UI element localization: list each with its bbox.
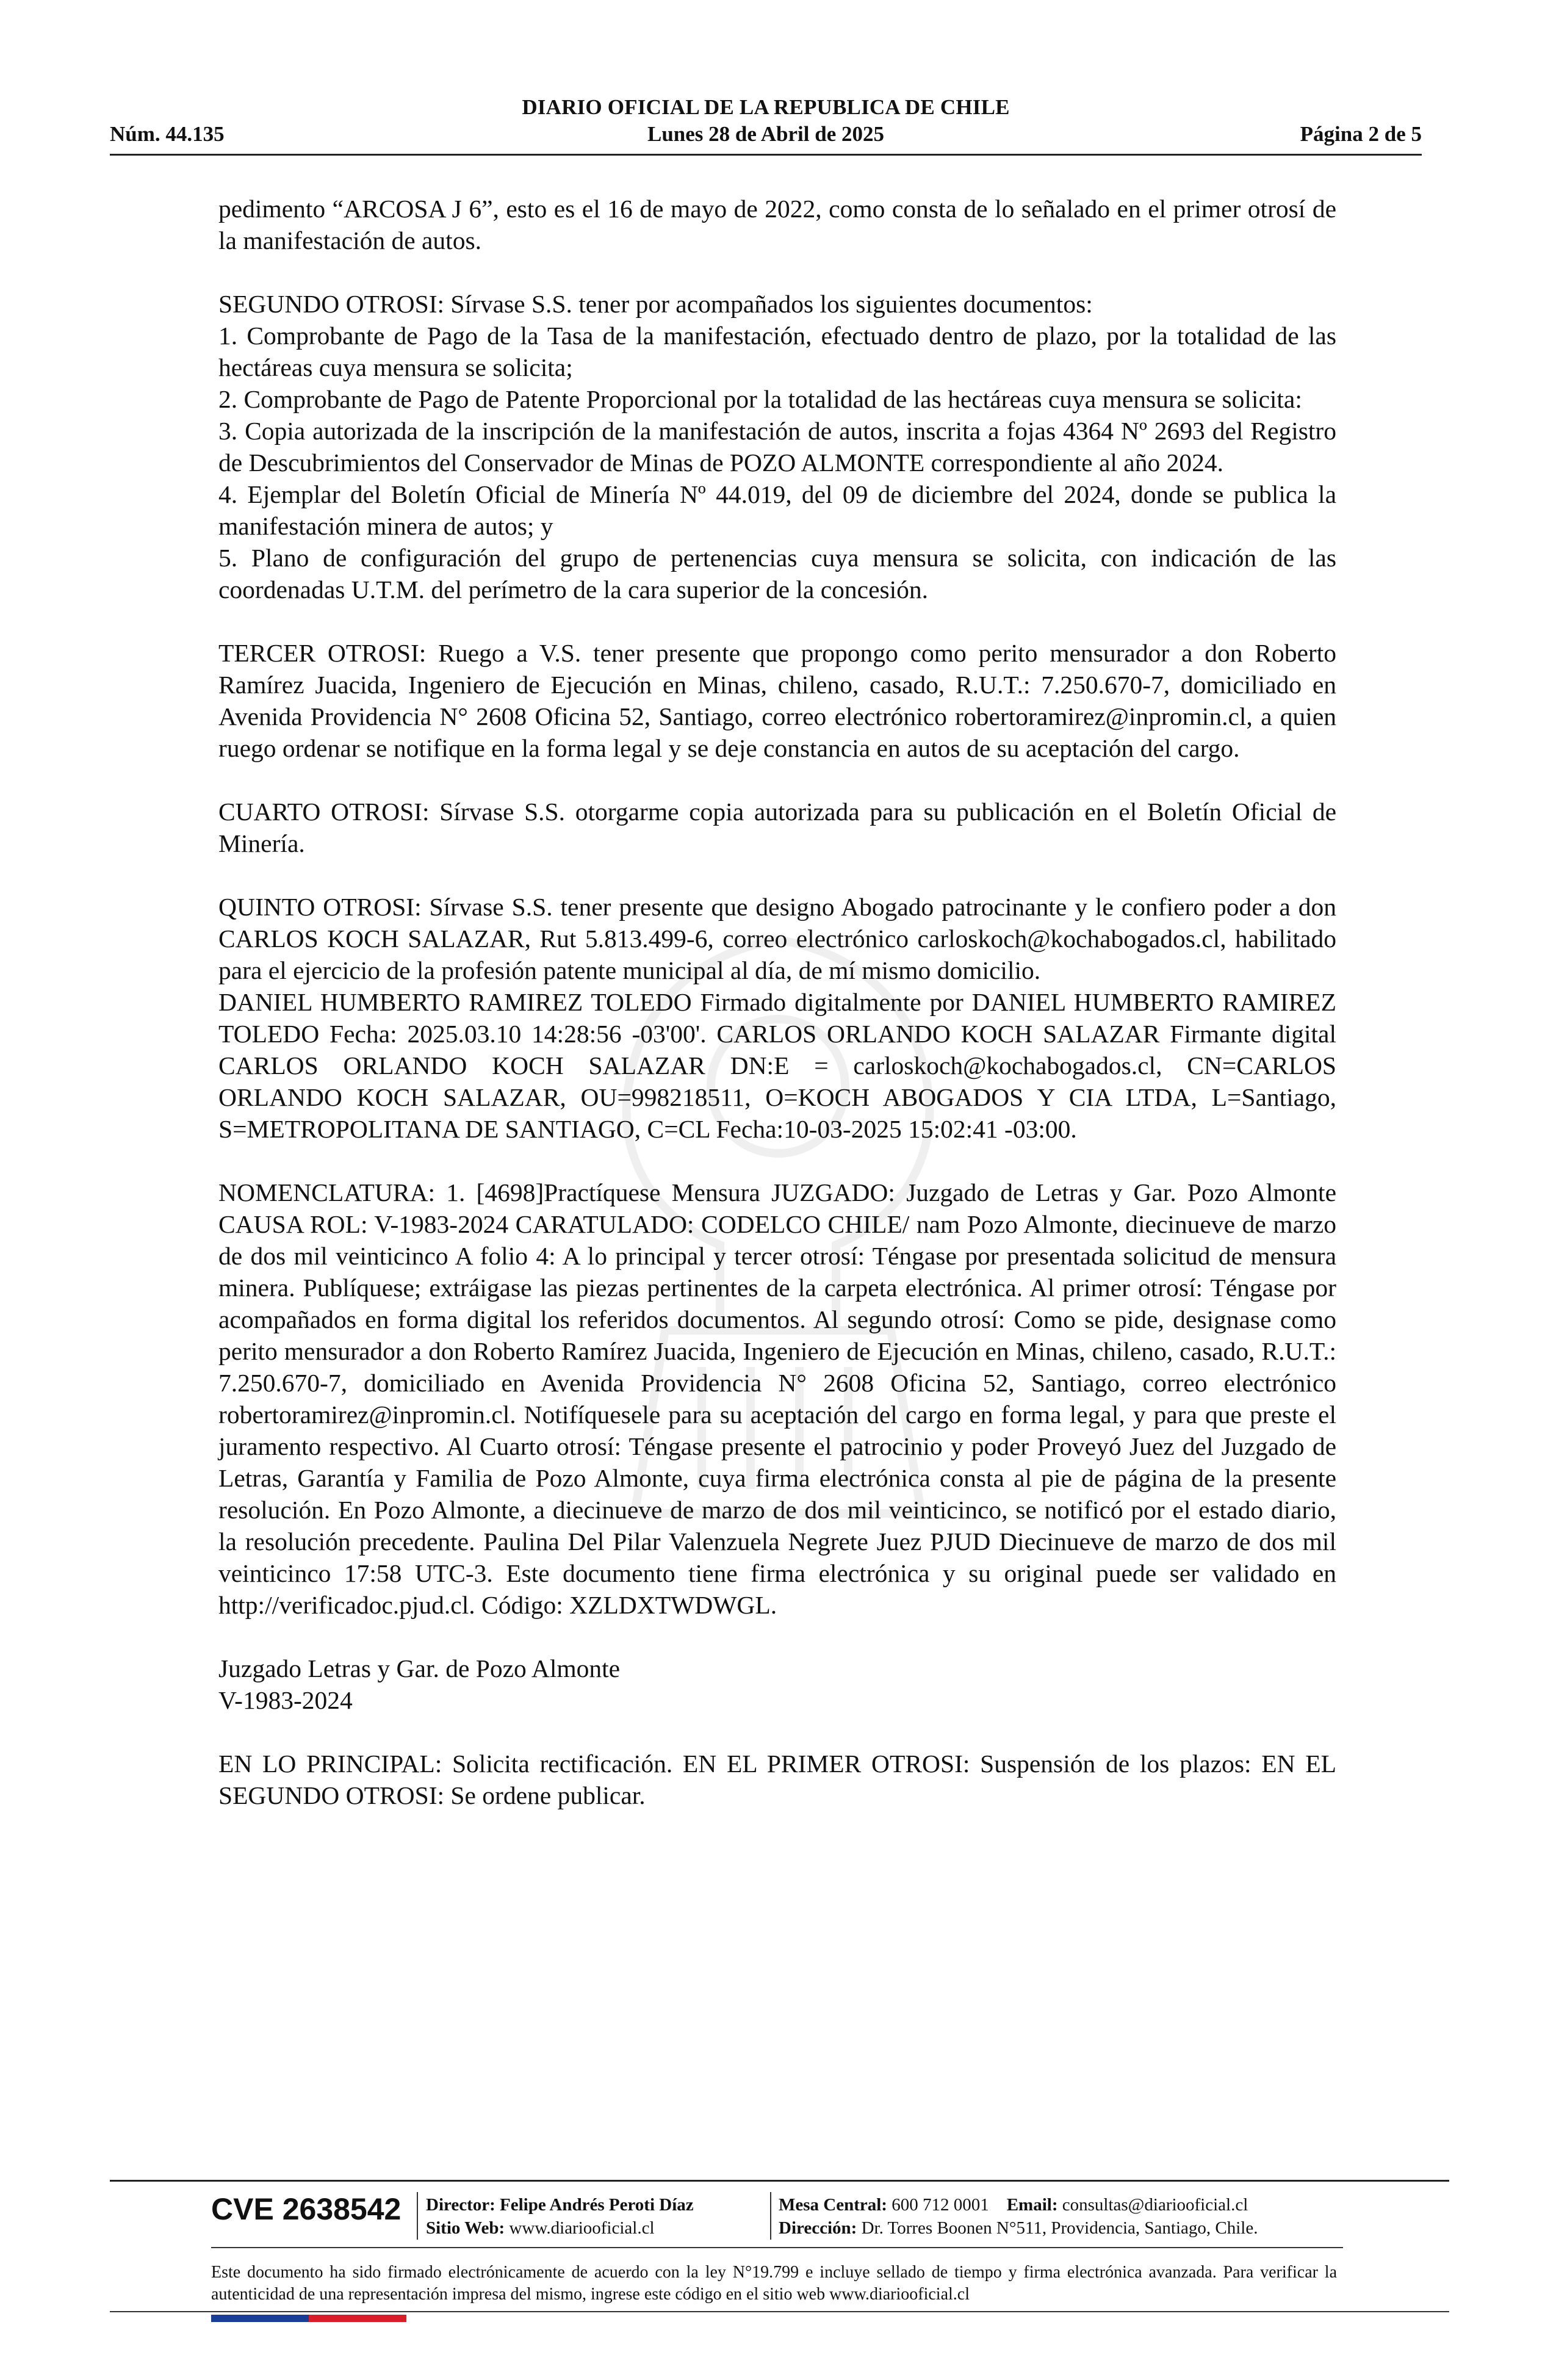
flag-stripe-icon (211, 2315, 406, 2322)
website-value[interactable]: www.diariooficial.cl (509, 2218, 655, 2238)
body-paragraph: 1. Comprobante de Pago de la Tasa de la manifestación, efectuado dentro de plazo, por la totalidad de las hectáreas cuya mensura se solicita; (218, 322, 1336, 381)
email-value[interactable]: consultas@diariooficial.cl (1062, 2195, 1248, 2215)
paragraph-spacer (218, 1716, 1336, 1748)
issue-number: Núm. 44.135 (110, 122, 225, 146)
cve-code: CVE 2638542 (211, 2192, 402, 2226)
footer-divider (110, 2180, 1449, 2182)
body-paragraph: 3. Copia autorizada de la inscripción de la manifestación de autos, inscrita a fojas 4364 Nº 2693 del Registro de Descubrimientos del Conservador de Minas de POZO ALMONTE correspondiente al año 2024. (218, 417, 1336, 477)
footer-divider-2 (211, 2247, 1343, 2248)
page-header (110, 92, 1422, 151)
body-paragraph: EN LO PRINCIPAL: Solicita rectificación. EN EL PRIMER OTROSI: Suspensión de los plazos: EN EL SEGUNDO OTROSI: Se ordene publicar. (218, 1750, 1336, 1809)
paragraph-spacer (218, 859, 1336, 891)
footer-contact-block (779, 2193, 1258, 2240)
publication-title: DIARIO OFICIAL DE LA REPUBLICA DE CHILE (522, 95, 1010, 119)
header-divider (110, 154, 1422, 156)
body-paragraph: CUARTO OTROSI: Sírvase S.S. otorgarme copia autorizada para su publicación en el Boletín Oficial de Minería. (218, 798, 1336, 857)
paragraph-spacer (218, 256, 1336, 288)
body-paragraph: 5. Plano de configuración del grupo de pertenencias cuya mensura se solicita, con indicación de las coordenadas U.T.M. del perímetro de la cara superior de la concesión. (218, 544, 1336, 604)
footer-director-block (426, 2193, 694, 2240)
footer-separator (770, 2192, 771, 2240)
issue-date: Lunes 28 de Abril de 2025 (647, 122, 884, 146)
paragraph-spacer (218, 1145, 1336, 1177)
footer-separator (417, 2192, 418, 2240)
director-value: Felipe Andrés Peroti Díaz (500, 2195, 694, 2215)
legal-note-text: Este documento ha sido firmado electrónicamente de acuerdo con la ley N°19.799 e incluye sellado de tiempo y firma electrónica avanzada. Para verificar la autenticidad de una representación impresa del mismo, ingrese este código en el sitio web www.diariooficial.cl (211, 2263, 1337, 2304)
mesa-value: 600 712 0001 (891, 2195, 989, 2215)
paragraph-spacer (218, 605, 1336, 637)
body-paragraph: QUINTO OTROSI: Sírvase S.S. tener presente que designo Abogado patrocinante y le confiero poder a don CARLOS KOCH SALAZAR, Rut 5.813.499-6, correo electrónico carloskoch@kochabogados.cl, habilitado para el ejercicio de la profesión patente municipal al día, de mí mismo domicilio. (218, 893, 1336, 984)
document-body (218, 193, 1336, 1811)
body-paragraph: V-1983-2024 (218, 1686, 353, 1714)
body-paragraph: pedimento “ARCOSA J 6”, esto es el 16 de mayo de 2022, como consta de lo señalado en el primer otrosí de la manifestación de autos. (218, 195, 1336, 254)
body-paragraph: DANIEL HUMBERTO RAMIREZ TOLEDO Firmado digitalmente por DANIEL HUMBERTO RAMIREZ TOLEDO Fecha: 2025.03.10 14:28:56 -03'00'. CARLOS ORLANDO KOCH SALAZAR Firmante digital CARLOS ORLANDO KOCH SALAZAR DN:E = carloskoch@kochabogados.cl, CN=CARLOS ORLANDO KOCH SALAZAR, OU=998218511, O=KOCH ABOGADOS Y CIA LTDA, L=Santiago, S=METROPOLITANA DE SANTIAGO, C=CL Fecha:10-03-2025 15:02:41 -03:00. (218, 988, 1336, 1143)
body-paragraph: 2. Comprobante de Pago de Patente Proporcional por la totalidad de las hectáreas cuya mensura se solicita: (218, 385, 1302, 413)
address-label: Dirección: (779, 2218, 857, 2238)
paragraph-spacer (218, 1621, 1336, 1653)
email-label: Email: (1006, 2195, 1058, 2215)
paragraph-spacer (218, 764, 1336, 796)
body-paragraph: TERCER OTROSI: Ruego a V.S. tener presente que propongo como perito mensurador a don Roberto Ramírez Juacida, Ingeniero de Ejecución en Minas, chileno, casado, R.U.T.: 7.250.670-7, domiciliado en Avenida Providencia N° 2608 Oficina 52, Santiago, correo electrónico robertoramirez@inpromin.cl, a quien ruego ordenar se notifique en la forma legal y se deje constancia en autos de su aceptación del cargo. (218, 639, 1336, 762)
page-indicator: Página 2 de 5 (1300, 122, 1422, 146)
footer-legal-note (211, 2262, 1337, 2306)
website-label: Sitio Web: (426, 2218, 505, 2238)
flag-blue-segment (211, 2315, 309, 2322)
body-paragraph: NOMENCLATURA: 1. [4698]Practíquese Mensura JUZGADO: Juzgado de Letras y Gar. Pozo Almonte CAUSA ROL: V-1983-2024 CARATULADO: CODELCO CHILE/ nam Pozo Almonte, diecinueve de marzo de dos mil veinticinco A folio 4: A lo principal y tercer otrosí: Téngase por presentada solicitud de mensura minera. Publíquese; extráigase las piezas pertinentes de la carpeta electrónica. Al primer otrosí: Téngase por acompañados en forma digital los referidos documentos. Al segundo otrosí: Como se pide, designase como perito mensurador a don Roberto Ramírez Juacida, Ingeniero de Ejecución en Minas, chileno, casado, R.U.T.: 7.250.670-7, domiciliado en Avenida Providencia N° 2608 Oficina 52, Santiago, correo electrónico robertoramirez@inpromin.cl. Notifíquesele para su aceptación del cargo en forma legal, y para que preste el juramento respectivo. Al Cuarto otrosí: Téngase presente el patrocinio y poder Proveyó Juez del Juzgado de Letras, Garantía y Familia de Pozo Almonte, cuya firma electrónica consta al pie de página de la presente resolución. En Pozo Almonte, a diecinueve de marzo de dos mil veinticinco, se notificó por el estado diario, la resolución precedente. Paulina Del Pilar Valenzuela Negrete Juez PJUD Diecinueve de marzo de dos mil veinticinco 17:58 UTC-3. Este documento tiene firma electrónica y su original puede ser validado en http://verificadoc.pjud.cl. Código: XZLDXTWDWGL. (218, 1178, 1336, 1619)
body-paragraph: SEGUNDO OTROSI: Sírvase S.S. tener por acompañados los siguientes documentos: (218, 290, 1093, 318)
footer-divider-3 (110, 2311, 1449, 2312)
flag-red-segment (309, 2315, 406, 2322)
address-value: Dr. Torres Boonen N°511, Providencia, Santiago, Chile. (861, 2218, 1258, 2238)
body-paragraph: Juzgado Letras y Gar. de Pozo Almonte (218, 1654, 621, 1682)
mesa-label: Mesa Central: (779, 2195, 887, 2215)
director-label: Director: (426, 2195, 495, 2215)
body-paragraph: 4. Ejemplar del Boletín Oficial de Minería Nº 44.019, del 09 de diciembre del 2024, donde se publica la manifestación minera de autos; y (218, 480, 1336, 540)
